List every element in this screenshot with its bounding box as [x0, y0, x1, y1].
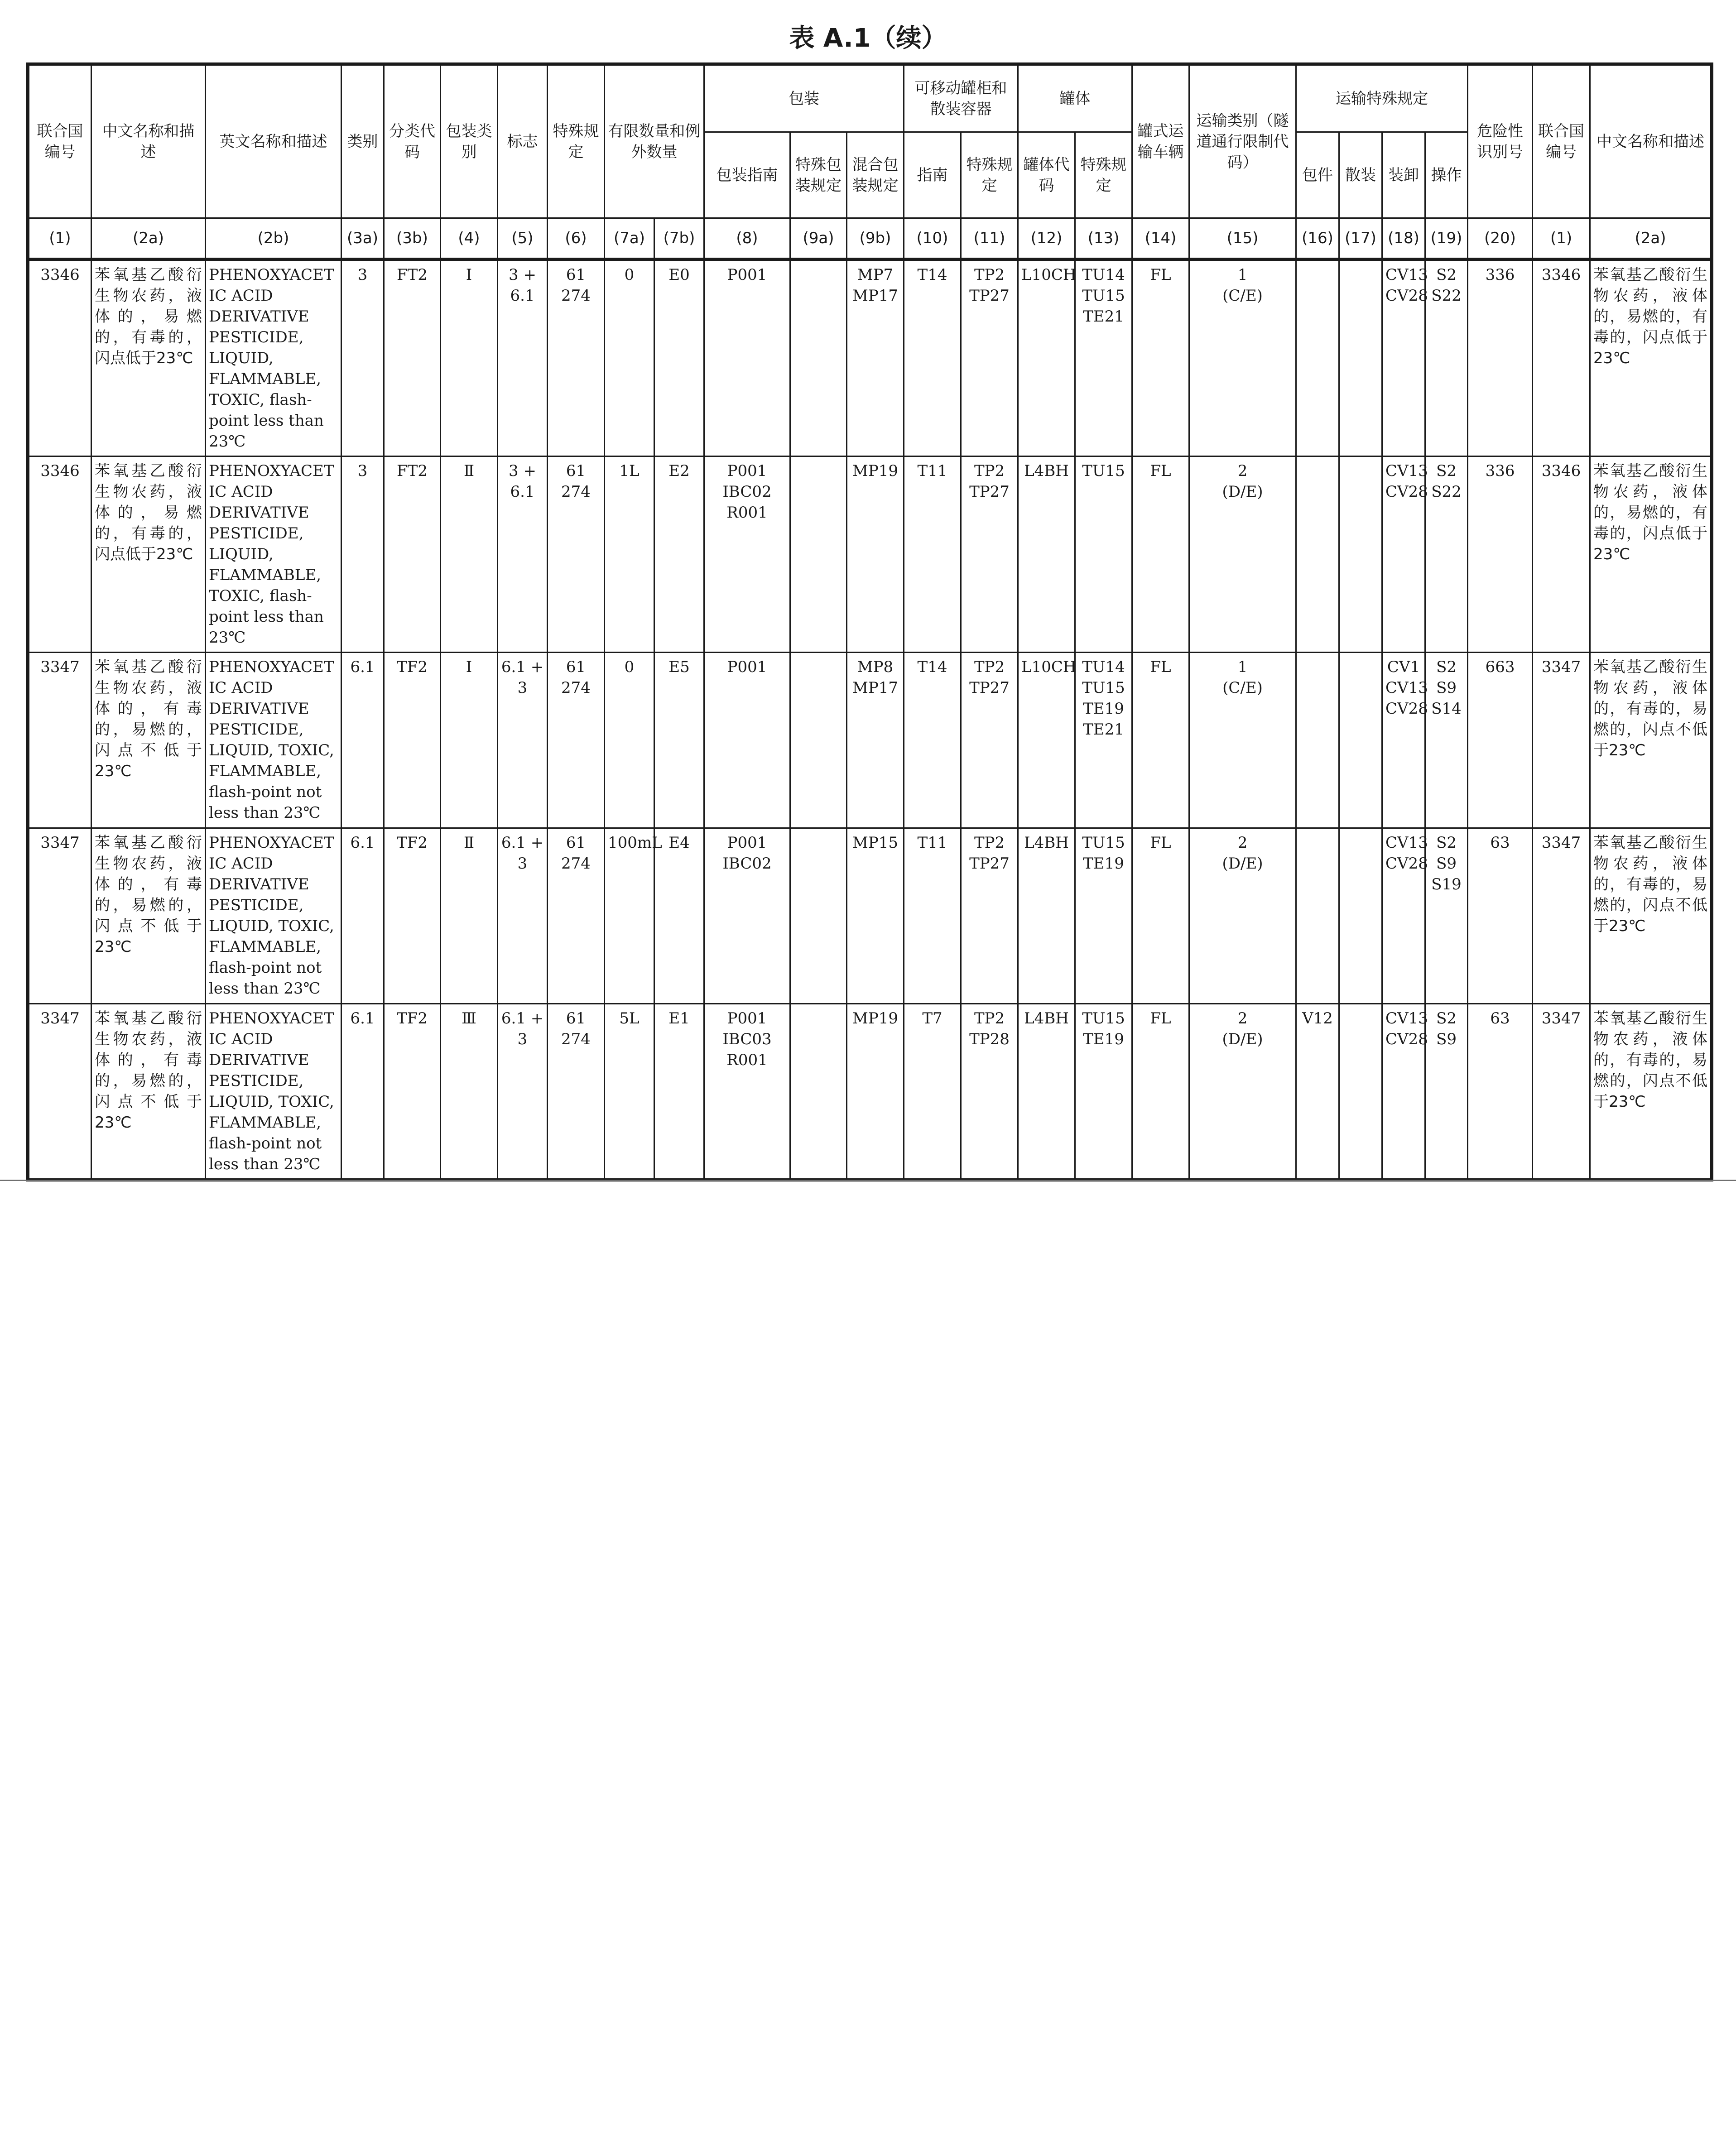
cell-line: S22 [1431, 287, 1462, 305]
cell-special-packing [790, 259, 847, 456]
cell-packages: V12 [1296, 1004, 1339, 1180]
cell-line: S14 [1431, 700, 1462, 718]
cell-line: TP27 [969, 287, 1010, 305]
column-number: (3a) [341, 218, 384, 259]
header-portable-tanks: 可移动罐柜和散装容器 [904, 64, 1018, 132]
cell-mixed-packing [847, 1004, 904, 1180]
column-number: (9b) [847, 218, 904, 259]
cell-pt-special [961, 828, 1018, 1004]
cell-line: (D/E) [1222, 855, 1263, 873]
column-number: (15) [1189, 218, 1296, 259]
header-pt-instructions: 指南 [904, 132, 961, 218]
cell-line: 2 [1237, 834, 1248, 852]
dangerous-goods-table [26, 62, 1710, 1181]
cell-tank-code: L10CH [1018, 259, 1075, 456]
cell-line: MP17 [852, 287, 898, 305]
cell-line: CV13 [1385, 266, 1428, 284]
cell-un-no: 3347 [28, 1004, 91, 1180]
cell-line: TP28 [969, 1030, 1010, 1048]
header-tank-code: 罐体代码 [1018, 132, 1075, 218]
column-number: (2a) [91, 218, 206, 259]
header-un-no: 联合国编号 [28, 64, 91, 218]
cell-un-no-repeat: 3346 [1533, 259, 1590, 456]
cell-labels [498, 456, 548, 653]
cell-mixed-packing [847, 259, 904, 456]
cell-packages [1296, 259, 1339, 456]
column-number: (18) [1382, 218, 1425, 259]
cell-tank-vehicle: FL [1132, 456, 1189, 653]
cell-line: TP27 [969, 483, 1010, 501]
cell-line: 61 [566, 266, 586, 284]
column-number: (20) [1468, 218, 1533, 259]
cell-line: CV13 [1385, 679, 1428, 697]
cell-line: (C/E) [1222, 287, 1263, 305]
header-mixed-packing: 混合包装规定 [847, 132, 904, 218]
column-number: (11) [961, 218, 1018, 259]
header-operation: 操作 [1425, 132, 1468, 218]
table-a1 [26, 62, 1713, 1181]
column-number: (7b) [654, 218, 704, 259]
cell-tank-code: L10CH [1018, 653, 1075, 828]
cell-excepted-qty: E4 [654, 828, 704, 1004]
column-number: (5) [498, 218, 548, 259]
page-title: 表 A.1（续） [789, 24, 947, 53]
cell-line: P001 [727, 834, 767, 852]
cell-pt-instructions: T7 [904, 1004, 961, 1180]
cell-class-code: TF2 [384, 1004, 441, 1180]
cell-special-packing [790, 1004, 847, 1180]
cell-line: S2 [1436, 266, 1457, 284]
cell-limited-qty: 5L [605, 1004, 654, 1180]
table-row [28, 653, 1712, 828]
cell-name-en: PHENOXYACETIC ACID DERIVATIVE PESTICIDE, LIQUID, TOXIC, FLAMMABLE, flash-point not less than 23℃ [206, 1004, 341, 1180]
cell-line: 6.1 [510, 287, 535, 305]
cell-line: 3 [517, 855, 528, 873]
cell-class: 6.1 [341, 828, 384, 1004]
cell-loading [1382, 456, 1428, 653]
cell-line: S22 [1431, 483, 1462, 501]
cell-bulk [1339, 259, 1382, 456]
cell-line: TP2 [974, 266, 1005, 284]
cell-tank-vehicle: FL [1132, 1004, 1189, 1180]
cell-tank-vehicle: FL [1132, 828, 1189, 1004]
cell-packing-instructions [704, 259, 790, 456]
cell-line: 2 [1237, 1009, 1248, 1028]
cell-pt-special [961, 259, 1018, 456]
cell-labels [498, 259, 548, 456]
cell-name-zh: 苯氧基乙酸衍生物农药，液体的，易燃的，有毒的，闪点低于23℃ [91, 456, 206, 653]
cell-limited-qty: 100mL [605, 828, 654, 1004]
table-row [28, 1004, 1712, 1180]
cell-name-zh: 苯氧基乙酸衍生物农药，液体的，易燃的，有毒的，闪点低于23℃ [91, 259, 206, 456]
cell-name-zh-repeat: 苯氧基乙酸衍生物农药，液体的，易燃的，有毒的，闪点低于23℃ [1590, 259, 1712, 456]
column-number: (8) [704, 218, 790, 259]
cell-line: S9 [1436, 855, 1457, 873]
header-packaging: 包装 [704, 64, 904, 132]
column-number: (19) [1425, 218, 1468, 259]
cell-hazard-id: 63 [1468, 1004, 1533, 1180]
cell-un-no: 3347 [28, 653, 91, 828]
cell-line: TU14 [1082, 266, 1125, 284]
cell-hazard-id: 63 [1468, 828, 1533, 1004]
cell-name-zh: 苯氧基乙酸衍生物农药，液体的，有毒的，易燃的，闪点不低于23℃ [91, 653, 206, 828]
cell-name-en: PHENOXYACETIC ACID DERIVATIVE PESTICIDE, LIQUID, FLAMMABLE, TOXIC, flash-point less than 23℃ [206, 456, 341, 653]
header-labels: 标志 [498, 64, 548, 218]
cell-line: TE19 [1083, 855, 1124, 873]
header-class: 类别 [341, 64, 384, 218]
cell-line: S2 [1436, 834, 1457, 852]
cell-line: 2 [1237, 462, 1248, 480]
cell-line: 6.1 [510, 483, 535, 501]
cell-line: 274 [561, 679, 591, 697]
cell-line: 274 [561, 287, 591, 305]
cell-special-provisions [548, 259, 605, 456]
cell-packing-group: Ⅱ [441, 828, 498, 1004]
column-number: (2a) [1590, 218, 1712, 259]
header-loading: 装卸 [1382, 132, 1425, 218]
header-special-packing: 特殊包装规定 [790, 132, 847, 218]
cell-limited-qty: 0 [605, 653, 654, 828]
cell-labels [498, 1004, 548, 1180]
cell-special-provisions [548, 653, 605, 828]
cell-un-no: 3347 [28, 828, 91, 1004]
cell-class-code: FT2 [384, 456, 441, 653]
page-divider [0, 1180, 1736, 1181]
header-bulk: 散装 [1339, 132, 1382, 218]
cell-hazard-id: 336 [1468, 456, 1533, 653]
cell-line: CV28 [1385, 1030, 1428, 1048]
cell-pt-special [961, 653, 1018, 828]
cell-line: P001 [727, 462, 767, 480]
header-hazard-id: 危险性识别号 [1468, 64, 1533, 218]
table-row [28, 259, 1712, 456]
cell-line: CV13 [1385, 462, 1428, 480]
cell-bulk [1339, 456, 1382, 653]
cell-packing-instructions [704, 456, 790, 653]
header-tanks: 罐体 [1018, 64, 1132, 132]
cell-class: 6.1 [341, 653, 384, 828]
cell-line: 6.1 + [501, 1009, 544, 1028]
column-number: (16) [1296, 218, 1339, 259]
cell-line: S2 [1436, 462, 1457, 480]
cell-line: 1 [1237, 266, 1248, 284]
cell-loading [1382, 828, 1428, 1004]
cell-name-en: PHENOXYACETIC ACID DERIVATIVE PESTICIDE, LIQUID, FLAMMABLE, TOXIC, flash-point less than 23℃ [206, 259, 341, 456]
cell-transport-category [1189, 828, 1296, 1004]
cell-line: P001 [727, 658, 767, 676]
cell-packages [1296, 653, 1339, 828]
cell-pt-special [961, 456, 1018, 653]
column-number: (1) [1533, 218, 1590, 259]
cell-operation [1425, 259, 1468, 456]
cell-pt-instructions: T14 [904, 259, 961, 456]
cell-class: 3 [341, 259, 384, 456]
cell-line: MP19 [852, 1009, 898, 1028]
column-number: (9a) [790, 218, 847, 259]
cell-class: 6.1 [341, 1004, 384, 1180]
column-number: (7a) [605, 218, 654, 259]
cell-line: 61 [566, 462, 586, 480]
cell-bulk [1339, 1004, 1382, 1180]
cell-excepted-qty: E1 [654, 1004, 704, 1180]
cell-line: MP8 [857, 658, 894, 676]
cell-tank-code: L4BH [1018, 828, 1075, 1004]
cell-line: TP27 [969, 855, 1010, 873]
cell-line: MP19 [852, 462, 898, 480]
column-number: (4) [441, 218, 498, 259]
cell-line: CV13 [1385, 834, 1428, 852]
cell-operation [1425, 456, 1468, 653]
cell-line: IBC02 [722, 855, 772, 873]
cell-line: CV28 [1385, 855, 1428, 873]
cell-tank-special [1075, 653, 1132, 828]
cell-line: TE19 [1083, 700, 1124, 718]
column-number: (13) [1075, 218, 1132, 259]
header-transport-category: 运输类别（隧道通行限制代码） [1189, 64, 1296, 218]
cell-name-zh: 苯氧基乙酸衍生物农药，液体的，有毒的，易燃的，闪点不低于23℃ [91, 1004, 206, 1180]
cell-class-code: TF2 [384, 653, 441, 828]
cell-class-code: TF2 [384, 828, 441, 1004]
cell-tank-vehicle: FL [1132, 653, 1189, 828]
cell-line: TE21 [1083, 720, 1124, 739]
cell-line: P001 [727, 266, 767, 284]
header-packing-instructions: 包装指南 [704, 132, 790, 218]
cell-line: MP15 [852, 834, 898, 852]
cell-packages [1296, 828, 1339, 1004]
cell-line: CV28 [1385, 483, 1428, 501]
cell-line: TP2 [974, 462, 1005, 480]
cell-un-no-repeat: 3347 [1533, 653, 1590, 828]
cell-transport-category [1189, 456, 1296, 653]
cell-excepted-qty: E5 [654, 653, 704, 828]
cell-line: 61 [566, 658, 586, 676]
cell-name-zh-repeat: 苯氧基乙酸衍生物农药，液体的，有毒的，易燃的，闪点不低于23℃ [1590, 828, 1712, 1004]
cell-line: TU14 [1082, 658, 1125, 676]
cell-line: (D/E) [1222, 483, 1263, 501]
cell-operation [1425, 1004, 1468, 1180]
cell-line: CV28 [1385, 287, 1428, 305]
cell-line: 3 [517, 1030, 528, 1048]
cell-name-en: PHENOXYACETIC ACID DERIVATIVE PESTICIDE, LIQUID, TOXIC, FLAMMABLE, flash-point not less than 23℃ [206, 653, 341, 828]
cell-line: MP17 [852, 679, 898, 697]
cell-line: 6.1 + [501, 834, 544, 852]
column-number: (6) [548, 218, 605, 259]
cell-limited-qty: 0 [605, 259, 654, 456]
cell-line: TU15 [1082, 679, 1125, 697]
cell-line: 6.1 + [501, 658, 544, 676]
cell-line: S2 [1436, 1009, 1457, 1028]
cell-pt-instructions: T11 [904, 456, 961, 653]
cell-bulk [1339, 828, 1382, 1004]
table-row [28, 456, 1712, 653]
cell-tank-special [1075, 828, 1132, 1004]
cell-line: R001 [726, 1051, 768, 1069]
cell-line: MP7 [857, 266, 894, 284]
cell-special-packing [790, 828, 847, 1004]
cell-bulk [1339, 653, 1382, 828]
cell-un-no-repeat: 3347 [1533, 1004, 1590, 1180]
cell-line: 274 [561, 483, 591, 501]
cell-tank-special [1075, 1004, 1132, 1180]
cell-transport-category [1189, 259, 1296, 456]
cell-loading [1382, 1004, 1428, 1180]
cell-line: S9 [1436, 679, 1457, 697]
cell-packing-group: I [441, 653, 498, 828]
cell-tank-code: L4BH [1018, 1004, 1075, 1180]
header-row-1 [28, 64, 1712, 132]
cell-packages [1296, 456, 1339, 653]
header-limited-quantities: 有限数量和例外数量 [605, 64, 704, 218]
column-number-row [28, 218, 1712, 259]
cell-transport-category [1189, 1004, 1296, 1180]
cell-un-no: 3346 [28, 259, 91, 456]
cell-line: TE21 [1083, 307, 1124, 326]
cell-special-provisions [548, 456, 605, 653]
cell-name-zh-repeat: 苯氧基乙酸衍生物农药，液体的，有毒的，易燃的，闪点不低于23℃ [1590, 653, 1712, 828]
cell-un-no-repeat: 3347 [1533, 828, 1590, 1004]
cell-special-provisions [548, 828, 605, 1004]
cell-line: IBC02 [722, 483, 772, 501]
column-number: (1) [28, 218, 91, 259]
cell-line: CV28 [1385, 700, 1428, 718]
cell-line: TU15 [1082, 834, 1125, 852]
cell-tank-special [1075, 456, 1132, 653]
cell-special-provisions [548, 1004, 605, 1180]
header-tank-vehicle: 罐式运输车辆 [1132, 64, 1189, 218]
cell-mixed-packing [847, 653, 904, 828]
table-body [28, 259, 1712, 1180]
cell-line: TP2 [974, 658, 1005, 676]
cell-line: S19 [1431, 875, 1462, 893]
cell-labels [498, 828, 548, 1004]
cell-special-packing [790, 456, 847, 653]
column-number: (3b) [384, 218, 441, 259]
header-name-zh: 中文名称和描述 [91, 64, 206, 218]
column-number: (14) [1132, 218, 1189, 259]
cell-packing-instructions [704, 828, 790, 1004]
header-transport-special: 运输特殊规定 [1296, 64, 1468, 132]
cell-packing-instructions [704, 1004, 790, 1180]
cell-hazard-id: 663 [1468, 653, 1533, 828]
cell-name-zh: 苯氧基乙酸衍生物农药，液体的，有毒的，易燃的，闪点不低于23℃ [91, 828, 206, 1004]
cell-pt-instructions: T11 [904, 828, 961, 1004]
cell-line: TU15 [1082, 287, 1125, 305]
cell-packing-group: I [441, 259, 498, 456]
column-number: (12) [1018, 218, 1075, 259]
cell-un-no: 3346 [28, 456, 91, 653]
cell-line: S9 [1436, 1030, 1457, 1048]
cell-packing-instructions [704, 653, 790, 828]
cell-line: TP2 [974, 1009, 1005, 1028]
cell-line: 61 [566, 1009, 586, 1028]
cell-name-zh-repeat: 苯氧基乙酸衍生物农药，液体的，易燃的，有毒的，闪点低于23℃ [1590, 456, 1712, 653]
cell-mixed-packing [847, 828, 904, 1004]
cell-packing-group: Ⅱ [441, 456, 498, 653]
header-packing-group: 包装类别 [441, 64, 498, 218]
cell-line: 3 + [509, 462, 536, 480]
header-class-code: 分类代码 [384, 64, 441, 218]
table-row [28, 828, 1712, 1004]
cell-line: 274 [561, 1030, 591, 1048]
cell-operation [1425, 828, 1468, 1004]
cell-tank-special [1075, 259, 1132, 456]
cell-mixed-packing [847, 456, 904, 653]
cell-line: 3 [517, 679, 528, 697]
cell-pt-special [961, 1004, 1018, 1180]
header-tank-special: 特殊规定 [1075, 132, 1132, 218]
cell-line: 1 [1237, 658, 1248, 676]
cell-line: TP27 [969, 679, 1010, 697]
cell-line: R001 [726, 504, 768, 522]
cell-line: IBC03 [722, 1030, 772, 1048]
cell-un-no-repeat: 3346 [1533, 456, 1590, 653]
cell-line: CV1 [1387, 658, 1420, 676]
cell-line: TU15 [1082, 462, 1125, 480]
cell-tank-vehicle: FL [1132, 259, 1189, 456]
cell-excepted-qty: E0 [654, 259, 704, 456]
cell-line: (D/E) [1222, 1030, 1263, 1048]
column-number: (17) [1339, 218, 1382, 259]
cell-line: 274 [561, 855, 591, 873]
cell-loading [1382, 259, 1428, 456]
cell-line: 3 + [509, 266, 536, 284]
header-packages: 包件 [1296, 132, 1339, 218]
cell-labels [498, 653, 548, 828]
cell-tank-code: L4BH [1018, 456, 1075, 653]
cell-packing-group: Ⅲ [441, 1004, 498, 1180]
cell-hazard-id: 336 [1468, 259, 1533, 456]
cell-operation [1425, 653, 1468, 828]
cell-line: 61 [566, 834, 586, 852]
header-un-no-repeat: 联合国编号 [1533, 64, 1590, 218]
header-pt-special: 特殊规定 [961, 132, 1018, 218]
cell-line: CV13 [1385, 1009, 1428, 1028]
cell-loading [1382, 653, 1428, 828]
cell-line: P001 [727, 1009, 767, 1028]
column-number: (2b) [206, 218, 341, 259]
header-name-zh-repeat: 中文名称和描述 [1590, 64, 1712, 218]
cell-name-en: PHENOXYACETIC ACID DERIVATIVE PESTICIDE, LIQUID, TOXIC, FLAMMABLE, flash-point not less than 23℃ [206, 828, 341, 1004]
cell-line: S2 [1436, 658, 1457, 676]
header-name-en: 英文名称和描述 [206, 64, 341, 218]
cell-special-packing [790, 653, 847, 828]
cell-pt-instructions: T14 [904, 653, 961, 828]
header-special-provisions: 特殊规定 [548, 64, 605, 218]
cell-excepted-qty: E2 [654, 456, 704, 653]
cell-class: 3 [341, 456, 384, 653]
column-number: (10) [904, 218, 961, 259]
cell-line: TE19 [1083, 1030, 1124, 1048]
cell-line: TU15 [1082, 1009, 1125, 1028]
cell-line: TP2 [974, 834, 1005, 852]
cell-class-code: FT2 [384, 259, 441, 456]
cell-limited-qty: 1L [605, 456, 654, 653]
cell-transport-category [1189, 653, 1296, 828]
cell-line: (C/E) [1222, 679, 1263, 697]
cell-name-zh-repeat: 苯氧基乙酸衍生物农药，液体的，有毒的，易燃的，闪点不低于23℃ [1590, 1004, 1712, 1180]
